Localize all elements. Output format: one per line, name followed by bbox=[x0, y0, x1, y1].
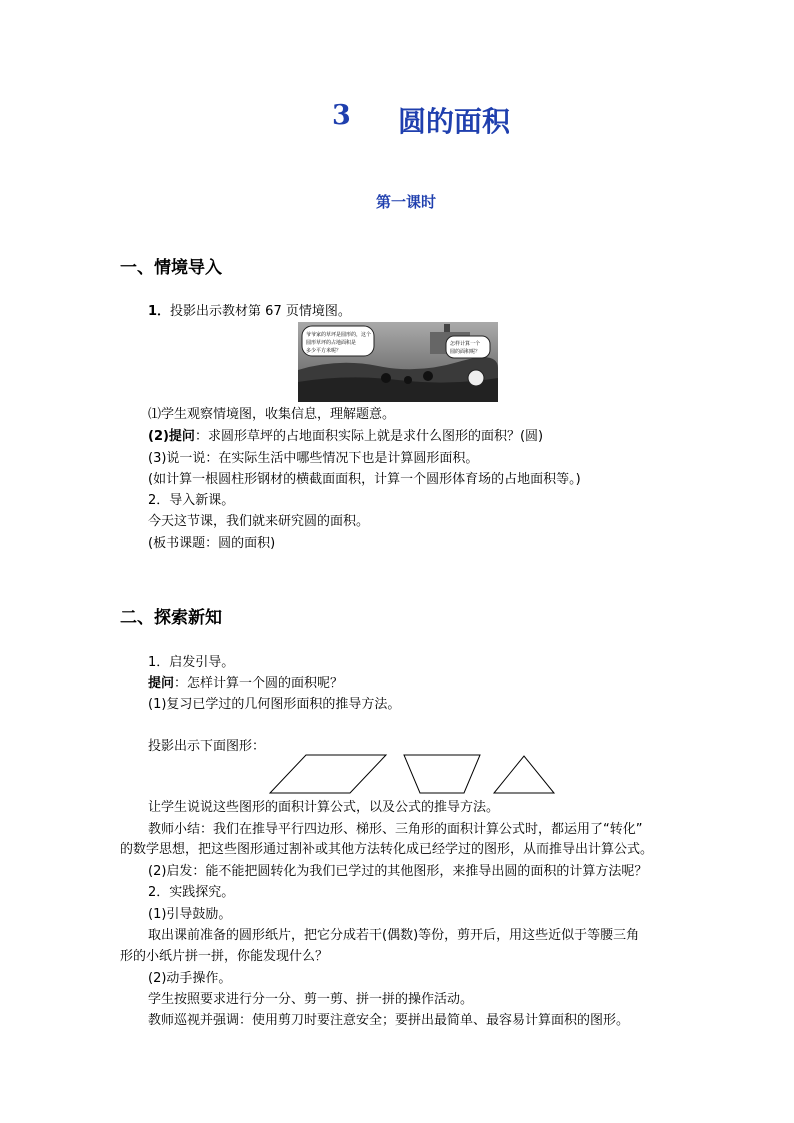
paragraph: (2)动手操作。 bbox=[148, 971, 232, 986]
title-number: 3 bbox=[332, 100, 351, 131]
paragraph: (板书课题：圆的面积) bbox=[148, 536, 276, 551]
triangle-shape bbox=[494, 756, 554, 793]
lesson-subtitle: 第一课时 bbox=[376, 193, 437, 211]
paragraph: (2)启发：能不能把圆转化为我们已学过的其他图形，来推导出圆的面积的计算方法呢？ bbox=[148, 864, 648, 879]
page-title: 圆的面积 bbox=[398, 105, 511, 138]
svg-text:爷爷家的草坪是圆形的，这个: 爷爷家的草坪是圆形的，这个 bbox=[306, 332, 372, 338]
svg-text:怎样计算一个: 怎样计算一个 bbox=[450, 341, 481, 347]
paragraph: (2)提问：求圆形草坪的占地面积实际上就是求什么图形的面积？(圆) bbox=[148, 429, 544, 444]
paragraph: (1)引导鼓励。 bbox=[148, 907, 232, 922]
paragraph: 教师小结：我们在推导平行四边形、梯形、三角形的面积计算公式时，都运用了“转化” bbox=[148, 822, 643, 837]
paragraph: (1)复习已学过的几何图形面积的推导方法。 bbox=[148, 697, 401, 712]
svg-text:圆的面积呢？: 圆的面积呢？ bbox=[450, 349, 481, 355]
section-heading-1: 一、情境导入 bbox=[120, 258, 222, 278]
paragraph: 让学生说说这些图形的面积计算公式，以及公式的推导方法。 bbox=[148, 800, 500, 815]
paragraph: 的数学思想，把这些图形通过割补或其他方法转化成已经学过的图形，从而推导出计算公式。 bbox=[120, 842, 654, 857]
paragraph: 取出课前准备的圆形纸片，把它分成若干(偶数)等份，剪开后，用这些近似于等腰三角 bbox=[148, 928, 640, 943]
paragraph: ⑴学生观察情境图，收集信息，理解题意。 bbox=[148, 407, 396, 422]
paragraph: 今天这节课，我们就来研究圆的面积。 bbox=[148, 514, 370, 529]
paragraph: 投影出示下面图形： bbox=[148, 739, 266, 754]
paragraph: 提问：怎样计算一个圆的面积呢？ bbox=[148, 676, 344, 691]
paragraph: 形的小纸片拼一拼，你能发现什么？ bbox=[120, 949, 329, 964]
geometry-shapes bbox=[260, 750, 560, 798]
paragraph: 学生按照要求进行分一分、剪一剪、拼一拼的操作活动。 bbox=[148, 992, 474, 1007]
parallelogram-shape bbox=[270, 755, 386, 793]
svg-text:多少平方米呢？: 多少平方米呢？ bbox=[306, 348, 342, 354]
svg-text:圆形草坪的占地面积是: 圆形草坪的占地面积是 bbox=[306, 340, 357, 346]
section-heading-2: 二、探索新知 bbox=[120, 608, 222, 628]
paragraph: 2．导入新课。 bbox=[148, 493, 235, 508]
trapezoid-shape bbox=[404, 755, 480, 793]
paragraph: 1．启发引导。 bbox=[148, 655, 235, 670]
paragraph: 2．实践探究。 bbox=[148, 885, 235, 900]
paragraph: 1．投影出示教材第 67 页情境图。 bbox=[148, 304, 351, 319]
paragraph: 教师巡视并强调：使用剪刀时要注意安全；要拼出最简单、最容易计算面积的图形。 bbox=[148, 1013, 630, 1028]
paragraph: (3)说一说：在实际生活中哪些情况下也是计算圆形面积。 bbox=[148, 451, 479, 466]
scene-illustration bbox=[298, 322, 498, 402]
paragraph: (如计算一根圆柱形钢材的横截面面积，计算一个圆形体育场的占地面积等。) bbox=[148, 472, 581, 487]
